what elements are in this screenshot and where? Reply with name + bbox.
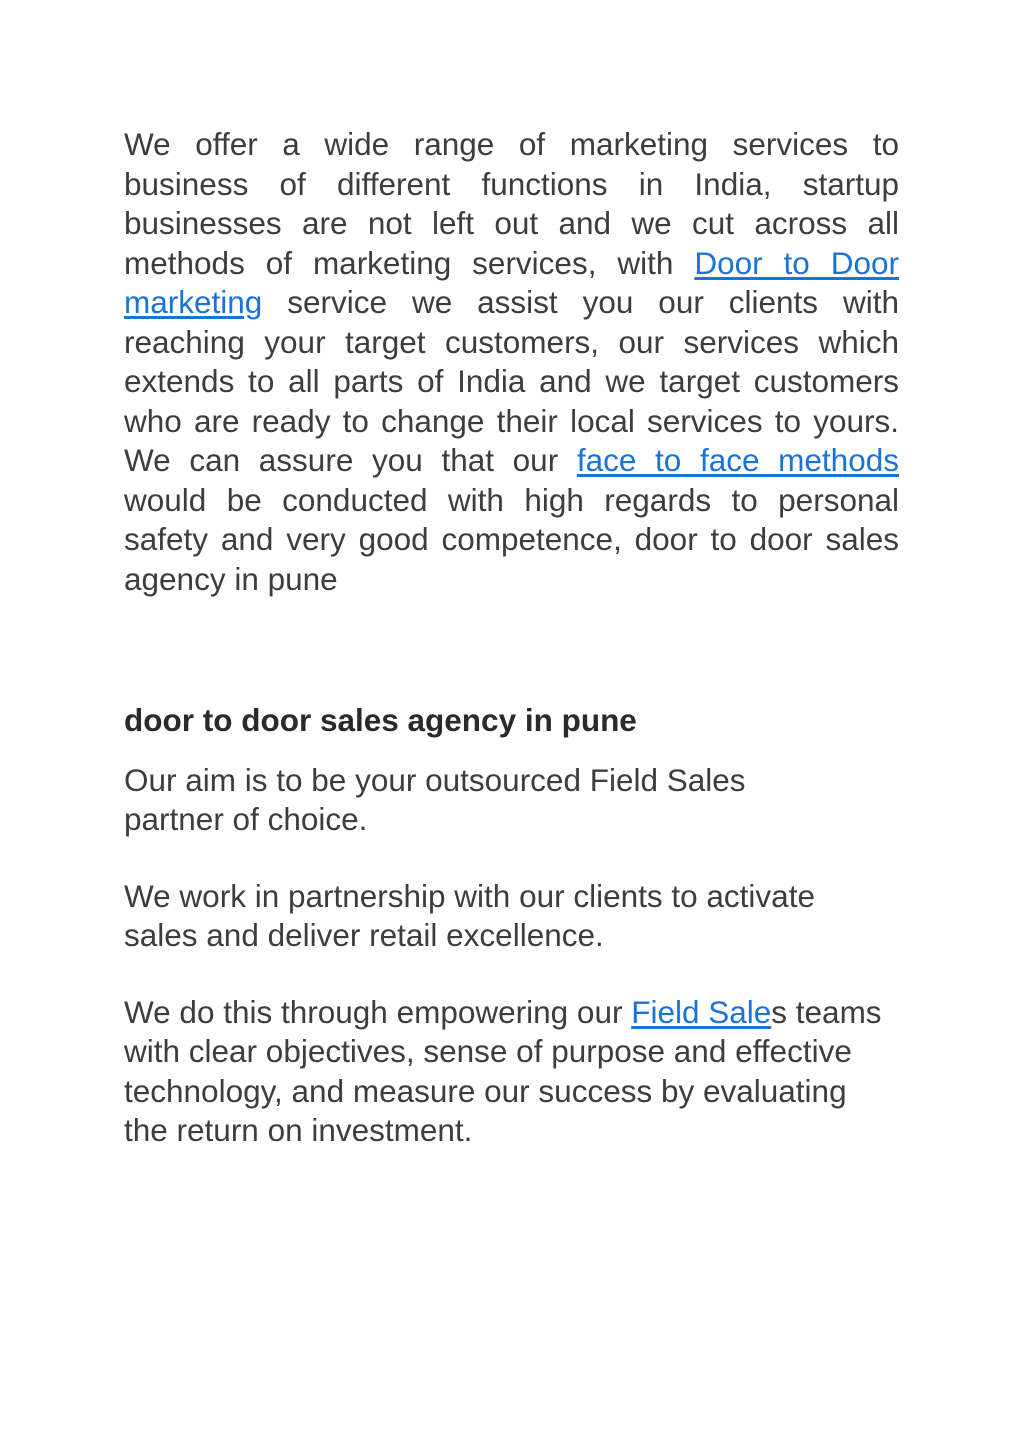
document-page (124, 125, 899, 1151)
door-to-door-marketing-link[interactable]: Door to Door marketing (124, 244, 900, 320)
partnership-paragraph: We work in partnership with our clients to activate sales and deliver retail excellence. (124, 877, 815, 953)
section-heading: door to door sales agency in pune (124, 702, 637, 738)
intro-text-2: service we assist you our clients with reaching your target customers, our services which extends to all parts of India and we target customers who are ready to change their local services to yours. We can assure you that our (124, 284, 899, 478)
intro-text-3: would be conducted with high regards to personal safety and very good competence, door to door sales agency in pune (124, 481, 899, 597)
intro-paragraph (124, 125, 899, 599)
empowering-text-after: s teams with clear objectives, sense of purpose and effective technology, and measure our success by evaluating the return on investment. (124, 993, 882, 1148)
empowering-text-before: We do this through empowering our (124, 993, 632, 1030)
field-sales-link[interactable]: Field Sale (631, 993, 772, 1030)
empowering-paragraph (124, 993, 889, 1151)
intro-text-1: We offer a wide range of marketing services to business of different functions in India, startup businesses are not left out and we cut across all methods of marketing services, with (124, 126, 899, 281)
face-to-face-methods-link[interactable]: face to face methods (576, 442, 899, 478)
aim-paragraph: Our aim is to be your outsourced Field Sales partner of choice. (124, 761, 746, 837)
